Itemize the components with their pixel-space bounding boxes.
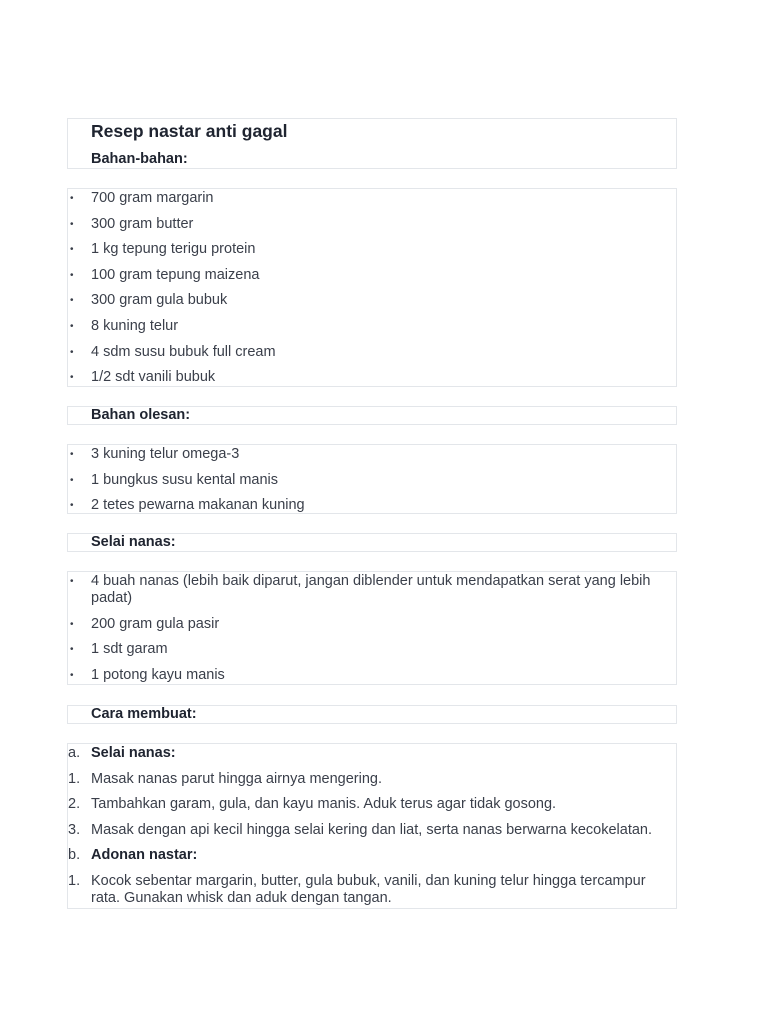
bahan-list-block [67,188,677,387]
list-item: 1. Masak nanas parut hingga airnya mengering. [68,770,382,787]
list-item: • 1/2 sdt vanili bubuk [70,369,216,386]
list-item: • 4 buah nanas (lebih baik diparut, jangan diblender untuk mendapatkan serat yang lebih padat) [70,573,651,606]
page-title: Resep nastar anti gagal [91,121,288,141]
list-item: • 4 sdm susu bubuk full cream [70,343,276,360]
list-item: 3. Masak dengan api kecil hingga selai kering dan liat, serta nanas berwarna kecokelatan. [68,821,653,838]
list-item: • 1 kg tepung terigu protein [70,241,256,258]
cara-heading-block [67,705,677,724]
selai-heading-block [67,533,677,552]
title-block [67,118,677,169]
cara-list [68,745,676,907]
list-item: • 200 gram gula pasir [70,615,220,632]
list-item: • 1 sdt garam [70,641,168,658]
list-item: • 8 kuning telur [70,317,179,334]
olesan-list-block [67,444,677,514]
list-item: b. Adonan nastar: [68,847,198,864]
olesan-list [68,446,676,514]
list-item: • 100 gram tepung maizena [70,266,260,283]
list-item: 1. Kocok sebentar margarin, butter, gula bubuk, vanili, dan kuning telur hingga tercampur rata. Gunakan whisk dan aduk dengan tangan. [68,872,646,906]
list-item: • 700 gram margarin [70,190,214,206]
list-item: a. Selai nanas: [68,745,176,761]
selai-heading: Selai nanas: [91,534,176,550]
cara-heading: Cara membuat: [91,706,197,722]
selai-list [68,573,676,684]
list-item: • 2 tetes pewarna makanan kuning [70,497,305,514]
olesan-heading-block [67,406,677,425]
list-item: • 3 kuning telur omega-3 [70,446,240,462]
list-item: • 300 gram gula bubuk [70,292,228,309]
olesan-heading: Bahan olesan: [91,407,191,423]
bahan-list [68,190,676,386]
bahan-heading: Bahan-bahan: [91,151,188,167]
list-item: 2. Tambahkan garam, gula, dan kayu manis. Aduk terus agar tidak gosong. [68,796,557,813]
list-item: • 300 gram butter [70,215,194,232]
selai-list-block [67,571,677,685]
list-item: • 1 bungkus susu kental manis [70,471,278,488]
cara-list-block [67,743,677,909]
list-item: • 1 potong kayu manis [70,666,225,683]
